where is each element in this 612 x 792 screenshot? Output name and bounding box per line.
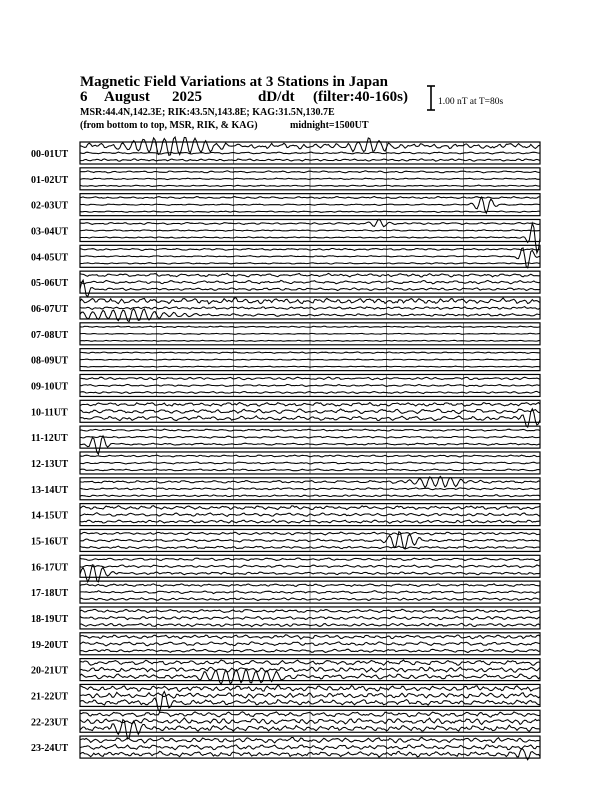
hour-label: 23-24UT — [31, 743, 69, 755]
hour-label: 20-21UT — [31, 665, 69, 677]
hour-label: 06-07UT — [31, 303, 69, 315]
hour-label: 09-10UT — [31, 381, 69, 393]
hour-label: 12-13UT — [31, 458, 69, 470]
filter-label: (filter:40-160s) — [313, 89, 408, 105]
date-year: 2025 — [172, 89, 202, 105]
quantity-label: dD/dt — [258, 89, 295, 105]
hour-label: 04-05UT — [31, 252, 69, 264]
date-day: 6 — [80, 89, 88, 105]
hour-label: 05-06UT — [31, 278, 69, 290]
rik-trace — [80, 359, 540, 360]
midnight-note: midnight=1500UT — [290, 120, 369, 131]
hour-label: 13-14UT — [31, 484, 69, 496]
hour-label: 00-01UT — [31, 149, 69, 160]
station-order-note: (from bottom to top, MSR, RIK, & KAG) — [80, 120, 258, 131]
hour-label: 16-17UT — [31, 562, 69, 574]
hour-label: 17-18UT — [31, 588, 69, 600]
hour-label: 02-03UT — [31, 200, 69, 212]
scale-bar — [427, 86, 503, 110]
hour-label: 19-20UT — [31, 639, 69, 651]
date-month: August — [104, 89, 150, 105]
hour-label: 03-04UT — [31, 226, 69, 238]
station-coordinates: MSR:44.4N,142.3E; RIK:43.5N,143.8E; KAG:31.5N,130.7E — [80, 107, 335, 118]
hour-label: 15-16UT — [31, 536, 69, 548]
hour-label: 11-12UT — [31, 433, 68, 445]
hour-label: 14-15UT — [31, 510, 69, 522]
hour-label: 07-08UT — [31, 329, 69, 341]
scale-bar-label: 1.00 nT at T=80s — [438, 97, 504, 107]
hour-label: 22-23UT — [31, 717, 69, 729]
hour-label: 01-02UT — [31, 174, 69, 186]
hour-label: 08-09UT — [31, 355, 69, 367]
msr-trace — [80, 211, 540, 212]
hour-label: 21-22UT — [31, 691, 69, 703]
msr-trace — [80, 340, 540, 341]
chart-title: Magnetic Field Variations at 3 Stations in Japan — [80, 74, 388, 90]
panels — [31, 137, 540, 760]
hour-label: 10-11UT — [31, 407, 68, 419]
hour-label: 18-19UT — [31, 613, 69, 625]
